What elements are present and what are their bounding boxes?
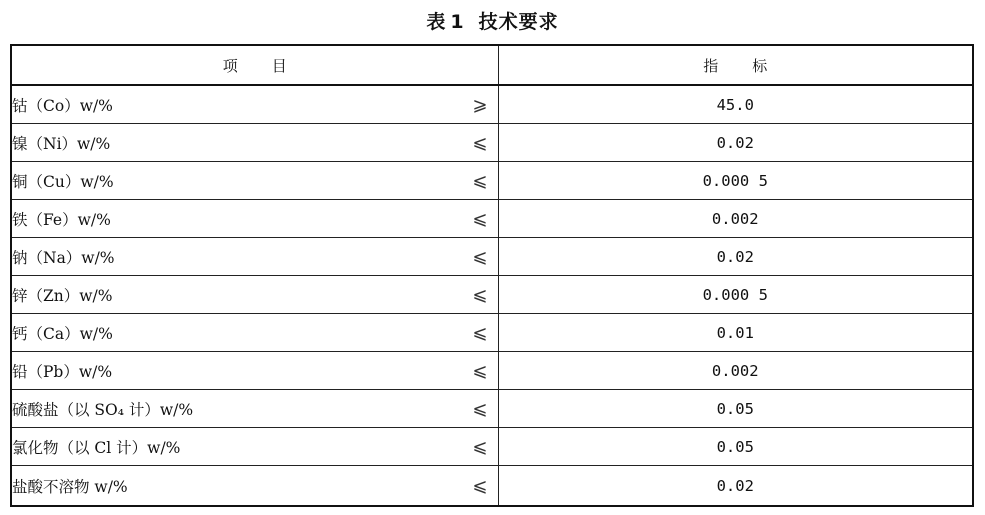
item-name: 镍（Ni）w/%: [12, 134, 111, 153]
table-row: [11, 162, 973, 200]
value-cell: 0.002: [498, 200, 973, 238]
table-row: [11, 466, 973, 507]
comparison-symbol: ⩽: [472, 398, 488, 419]
comparison-symbol: ⩽: [472, 436, 488, 457]
comparison-symbol: ⩽: [472, 246, 488, 267]
table-row: [11, 85, 973, 124]
item-cell: [11, 238, 498, 276]
table-row: [11, 238, 973, 276]
table-row: [11, 124, 973, 162]
item-cell: [11, 352, 498, 390]
comparison-symbol: ⩽: [472, 475, 488, 496]
item-cell: [11, 200, 498, 238]
item-cell: [11, 124, 498, 162]
item-name: 铜（Cu）w/%: [12, 172, 114, 191]
comparison-symbol: ⩽: [472, 170, 488, 191]
value-cell: 0.000 5: [498, 162, 973, 200]
table-title-number: 1: [450, 11, 465, 33]
item-cell: [11, 428, 498, 466]
comparison-symbol: ⩽: [472, 284, 488, 305]
item-name: 钠（Na）w/%: [12, 248, 115, 267]
header-index: 指标: [498, 45, 973, 85]
item-cell: [11, 276, 498, 314]
item-cell: [11, 162, 498, 200]
header-item: 项目: [11, 45, 498, 85]
value-cell: 0.002: [498, 352, 973, 390]
table-header-row: [11, 45, 973, 85]
item-name: 铅（Pb）w/%: [12, 362, 113, 381]
table-row: [11, 352, 973, 390]
value-cell: 0.02: [498, 238, 973, 276]
item-name: 锌（Zn）w/%: [12, 286, 113, 305]
table-row: [11, 200, 973, 238]
value-cell: 0.000 5: [498, 276, 973, 314]
item-name: 钙（Ca）w/%: [12, 324, 113, 343]
value-cell: 0.01: [498, 314, 973, 352]
value-cell: 0.05: [498, 428, 973, 466]
comparison-symbol: ⩽: [472, 132, 488, 153]
technical-requirements-table: [10, 44, 974, 507]
item-name: 盐酸不溶物 w/%: [12, 477, 128, 496]
value-cell: 0.02: [498, 466, 973, 507]
item-name: 硫酸盐（以 SO₄ 计）w/%: [12, 400, 194, 419]
table-title-text: 技术要求: [478, 11, 559, 33]
item-cell: [11, 390, 498, 428]
value-cell: 0.02: [498, 124, 973, 162]
item-name: 铁（Fe）w/%: [12, 210, 111, 229]
item-cell: [11, 466, 498, 507]
table-row: [11, 390, 973, 428]
value-cell: 0.05: [498, 390, 973, 428]
item-name: 氯化物（以 Cl 计）w/%: [12, 438, 181, 457]
table-title-prefix: 表: [426, 11, 447, 33]
comparison-symbol: ⩾: [472, 94, 488, 115]
table-row: [11, 314, 973, 352]
table-row: [11, 276, 973, 314]
item-cell: [11, 85, 498, 124]
value-cell: 45.0: [498, 85, 973, 124]
item-cell: [11, 314, 498, 352]
comparison-symbol: ⩽: [472, 322, 488, 343]
comparison-symbol: ⩽: [472, 360, 488, 381]
table-row: [11, 428, 973, 466]
table-title: [0, 8, 985, 36]
comparison-symbol: ⩽: [472, 208, 488, 229]
item-name: 钴（Co）w/%: [12, 96, 113, 115]
